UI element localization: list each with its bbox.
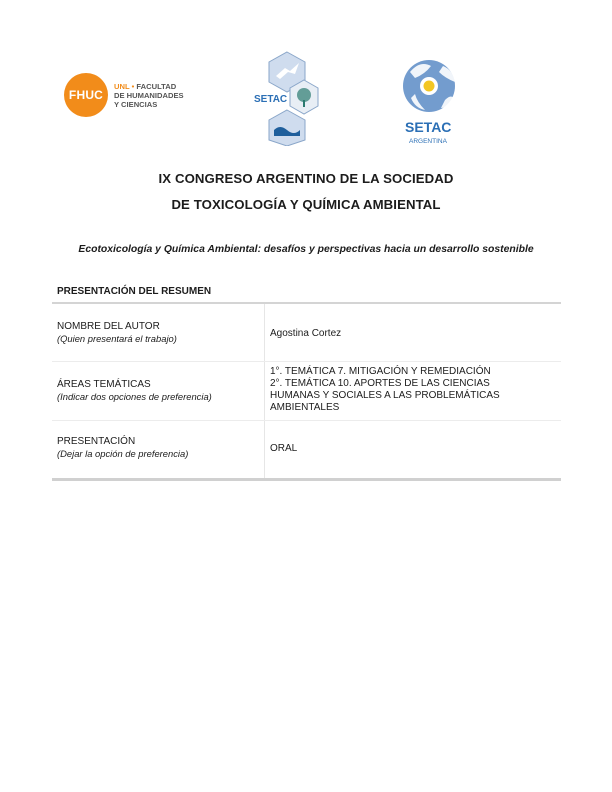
table-row-author xyxy=(52,304,561,362)
setac-right-text: SETAC xyxy=(405,119,452,135)
author-hint: (Quien presentará el trabajo) xyxy=(57,333,177,344)
row-label xyxy=(57,379,212,403)
area-line-4: AMBIENTALES xyxy=(270,402,340,413)
congress-title-line1: IX CONGRESO ARGENTINO DE LA SOCIEDAD xyxy=(158,171,454,186)
table-bottom-rule xyxy=(52,478,561,481)
row-label xyxy=(57,436,188,460)
row-label xyxy=(57,321,177,345)
author-value xyxy=(270,328,550,340)
fhuc-unl: UNL xyxy=(114,81,130,91)
area-line-3: HUMANAS Y SOCIALES A LAS PROBLEMÁTICAS xyxy=(270,390,500,401)
presentation-label: PRESENTACIÓN xyxy=(57,436,136,447)
section-title: PRESENTACIÓN DEL RESUMEN xyxy=(57,286,212,297)
areas-value xyxy=(270,366,550,414)
setac-right-subtext: ARGENTINA xyxy=(409,138,447,145)
setac-left-text: SETAC xyxy=(254,94,288,105)
areas-label: ÁREAS TEMÁTICAS xyxy=(57,379,151,390)
sun-icon xyxy=(424,81,435,92)
fhuc-line2: DE HUMANIDADES xyxy=(114,90,184,100)
fhuc-line1: FACULTAD xyxy=(136,81,177,91)
presentation-hint: (Dejar la opción de preferencia) xyxy=(57,448,189,459)
congress-subtitle: Ecotoxicología y Química Ambiental: desafíos y perspectivas hacia un desarrollo sostenible xyxy=(78,244,534,255)
table-row-areas xyxy=(52,362,561,421)
author-name: Agostina Cortez xyxy=(270,328,342,339)
fhuc-badge: FHUC xyxy=(64,73,108,117)
table-row-presentation xyxy=(52,421,561,479)
area-line-2: 2°. TEMÁTICA 10. APORTES DE LAS CIENCIAS xyxy=(270,378,490,389)
area-line-1: 1°. TEMÁTICA 7. MITIGACIÓN Y REMEDIACIÓN xyxy=(270,366,491,377)
setac-argentina-logo xyxy=(395,52,473,152)
presentation-type: ORAL xyxy=(270,443,298,454)
logo-bar xyxy=(0,0,612,160)
areas-hint: (Indicar dos opciones de preferencia) xyxy=(57,391,212,402)
fhuc-logo xyxy=(64,73,184,117)
fhuc-line3: Y CIENCIAS xyxy=(114,99,158,109)
fhuc-wordmark: UNL • FACULTAD DE HUMANIDADES Y CIENCIAS xyxy=(114,81,184,109)
author-label: NOMBRE DEL AUTOR xyxy=(57,321,160,332)
congress-title-line2: DE TOXICOLOGÍA Y QUÍMICA AMBIENTAL xyxy=(171,197,441,212)
setac-hexagon-logo xyxy=(252,50,322,146)
tree-icon xyxy=(297,88,311,102)
presentation-value xyxy=(270,443,550,455)
